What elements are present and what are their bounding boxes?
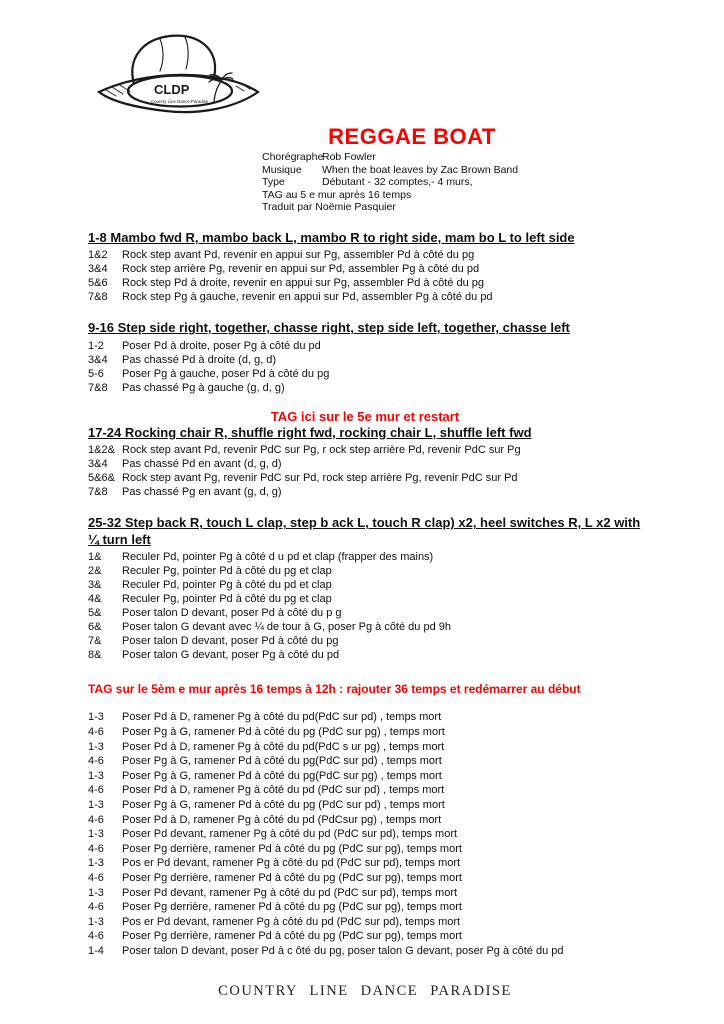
header-block	[262, 124, 562, 214]
tag-restart-note: TAG ici sur le 5e mur et restart	[270, 408, 460, 424]
tag-step-row	[88, 710, 642, 725]
step-count: 1-3	[88, 828, 104, 841]
step-text: Rock step Pd à droite, revenir en appui sur Pg, assembler Pd à côté du pg	[122, 277, 484, 290]
step-text: Reculer Pg, pointer Pd à côté du pg et clap	[122, 565, 332, 578]
meta-label: Musique	[262, 163, 302, 176]
step-text: Reculer Pd, pointer Pg à côté d u pd et clap (frapper des mains)	[122, 551, 434, 564]
steps-list	[88, 550, 642, 662]
step-count: 4-6	[88, 726, 104, 739]
tag-steps-list	[88, 710, 642, 958]
step-row	[88, 578, 642, 592]
step-row	[88, 485, 642, 499]
step-count: 1-3	[88, 799, 104, 812]
step-text: Poser Pd à D, ramener Pg à côté du pd(PdC sur pd) , temps mort	[122, 711, 442, 724]
meta-row	[262, 176, 562, 189]
step-text: Poser Pd devant, ramener Pg à côté du pd (PdC sur pd), temps mort	[122, 886, 458, 899]
cldp-logo	[94, 28, 266, 124]
tag-step-row	[88, 827, 642, 842]
tag-step-row	[88, 871, 642, 886]
step-count: 1-3	[88, 857, 104, 870]
logo-subtitle: Country Line Dance Paradise	[151, 99, 209, 104]
step-count: 7&	[88, 635, 102, 648]
step-count: 4&	[88, 593, 102, 606]
step-count: 4-6	[88, 755, 104, 768]
step-row	[88, 550, 642, 564]
step-text: Poser talon D devant, poser Pd à c ôté du pg, poser talon G devant, poser Pg à côté du pd	[122, 944, 564, 957]
step-count: 2&	[88, 565, 102, 578]
step-count: 6&	[88, 621, 102, 634]
step-count: 1-3	[88, 915, 104, 928]
step-text: Poser Pd à D, ramener Pg à côté du pd(PdC s ur pg) , temps mort	[122, 740, 445, 753]
step-count: 5&6&	[88, 472, 115, 485]
step-count: 3&4	[88, 458, 108, 471]
meta-value: Débutant - 32 comptes,- 4 murs,	[322, 176, 473, 189]
step-text: Reculer Pd, pointer Pg à côté du pd et clap	[122, 579, 332, 592]
step-row	[88, 648, 642, 662]
step-text: Poser talon G devant avec ¼ de tour à G, poser Pg à côté du pd 9h	[122, 621, 451, 634]
tag-step-row	[88, 842, 642, 857]
meta-notes	[262, 189, 562, 214]
meta-note: TAG au 5 e mur après 16 temps	[262, 188, 412, 201]
step-text: Rock step avant Pd, revenir en appui sur Pg, assembler Pd à côté du pg	[122, 249, 475, 262]
step-row	[88, 276, 642, 290]
tag-step-row	[88, 798, 642, 813]
meta-rows	[262, 151, 562, 189]
step-row	[88, 353, 642, 367]
step-text: Rock step arrière Pg, revenir en appui sur Pd, assembler Pg à côté du pd	[122, 263, 480, 276]
meta-row	[262, 164, 562, 177]
step-count: 4-6	[88, 813, 104, 826]
step-text: Pas chassé Pg en avant (g, d, g)	[122, 486, 282, 499]
tag-step-row	[88, 915, 642, 930]
step-row	[88, 381, 642, 395]
meta-block	[262, 151, 562, 214]
step-text: Poser Pg à G, ramener Pd à côté du pg (PdC sur pd) , temps mort	[122, 799, 445, 812]
step-row	[88, 592, 642, 606]
step-count: 1&2&	[88, 444, 115, 457]
step-row	[88, 634, 642, 648]
tag-step-row	[88, 783, 642, 798]
step-text: Pos er Pd devant, ramener Pg à côté du pd (PdC sur pd), temps mort	[122, 915, 461, 928]
step-text: Poser Pg derrière, ramener Pd à côté du pg (PdC sur pg), temps mort	[122, 901, 462, 914]
page-title: REGGAE BOAT	[328, 124, 496, 149]
tag-step-row	[88, 769, 642, 784]
step-text: Poser Pg derrière, ramener Pd à côté du pg (PdC sur pg), temps mort	[122, 842, 462, 855]
step-count: 1-3	[88, 711, 104, 724]
step-count: 1-2	[88, 339, 104, 352]
step-count: 4-6	[88, 930, 104, 943]
tag-step-row	[88, 856, 642, 871]
steps-list	[88, 443, 642, 499]
step-row	[88, 606, 642, 620]
step-count: 1-3	[88, 740, 104, 753]
step-count: 7&8	[88, 381, 108, 394]
tag-step-row	[88, 754, 642, 769]
step-text: Reculer Pg, pointer Pd à côté du pg et clap	[122, 593, 332, 606]
step-row	[88, 443, 642, 457]
step-row	[88, 620, 642, 634]
cowboy-hat-icon	[94, 28, 266, 124]
steps-list	[88, 248, 642, 304]
step-count: 4-6	[88, 784, 104, 797]
step-text: Poser Pd à D, ramener Pg à côté du pd (PdC sur pd) , temps mort	[122, 784, 445, 797]
step-text: Poser Pd à D, ramener Pg à côté du pd (PdCsur pg) , temps mort	[122, 813, 442, 826]
step-text: Pos er Pd devant, ramener Pg à côté du pd (PdC sur pd), temps mort	[122, 857, 461, 870]
step-text: Poser Pg à G, ramener Pd à côté du pg(PdC sur pd) , temps mort	[122, 755, 442, 768]
step-text: Rock step avant Pd, revenir PdC sur Pg, r ock step arrière Pd, revenir PdC sur Pg	[122, 444, 521, 457]
section-heading: 17-24 Rocking chair R, shuffle right fwd, rocking chair L, shuffle left fwd	[88, 424, 532, 440]
step-text: Poser talon G devant, poser Pg à côté du pd	[122, 649, 340, 662]
tag-step-row	[88, 886, 642, 901]
step-text: Poser talon D devant, poser Pd à côté du pg	[122, 635, 339, 648]
section-25-32	[88, 515, 642, 662]
step-count: 4-6	[88, 842, 104, 855]
tag-heading: TAG sur le 5èm e mur après 16 temps à 12h : rajouter 36 temps et redémarrer au début	[88, 682, 581, 697]
tag-step-row	[88, 725, 642, 740]
step-count: 1&	[88, 551, 102, 564]
step-text: Poser Pd devant, ramener Pg à côté du pd (PdC sur pd), temps mort	[122, 828, 458, 841]
logo-text: CLDP	[154, 82, 190, 97]
footer-text: COUNTRY LINE DANCE PARADISE	[218, 982, 512, 999]
section-1-8	[88, 230, 642, 305]
meta-value: Rob Fowler	[322, 151, 376, 163]
step-count: 1-3	[88, 886, 104, 899]
step-text: Pas chassé Pd en avant (d, g, d)	[122, 458, 282, 471]
meta-row	[262, 151, 562, 164]
step-count: 3&	[88, 579, 102, 592]
step-text: Poser Pd à droite, poser Pg à côté du pd	[122, 339, 321, 352]
step-row	[88, 248, 642, 262]
step-row	[88, 339, 642, 353]
section-heading: 1-8 Mambo fwd R, mambo back L, mambo R to right side, mam bo L to left side	[88, 229, 575, 245]
step-text: Rock step avant Pg, revenir PdC sur Pd, rock step arrière Pg, revenir PdC sur Pd	[122, 472, 518, 485]
section-heading: 25-32 Step back R, touch L clap, step b ack L, touch R clap) x2, heel switches R, L x2 with ¼ turn left	[88, 515, 641, 547]
meta-value: When the boat leaves by Zac Brown Band	[322, 163, 519, 176]
meta-note: Traduit par Noëmie Pasquier	[262, 201, 396, 214]
step-text: Poser Pg derrière, ramener Pd à côté du pg (PdC sur pg), temps mort	[122, 930, 462, 943]
step-text: Poser talon D devant, poser Pd à côté du p g	[122, 607, 342, 620]
step-count: 3&4	[88, 263, 108, 276]
meta-label: Type	[262, 176, 285, 189]
step-count: 5&	[88, 607, 102, 620]
step-text: Poser Pg à G, ramener Pd à côté du pg(PdC sur pg) , temps mort	[122, 769, 442, 782]
step-count: 1-3	[88, 769, 104, 782]
section-heading: 9-16 Step side right, together, chasse right, step side left, together, chasse left	[88, 320, 570, 336]
step-count: 1-4	[88, 944, 104, 957]
section-9-16	[88, 320, 642, 395]
step-text: Poser Pg à gauche, poser Pd à côté du pg	[122, 367, 330, 380]
step-row	[88, 564, 642, 578]
step-row	[88, 471, 642, 485]
steps-list	[88, 339, 642, 395]
step-count: 5-6	[88, 367, 104, 380]
meta-label: Chorégraphe	[262, 151, 324, 163]
step-count: 7&8	[88, 291, 108, 304]
step-count: 4-6	[88, 901, 104, 914]
step-count: 7&8	[88, 486, 108, 499]
step-text: Pas chassé Pg à gauche (g, d, g)	[122, 381, 285, 394]
tag-step-row	[88, 813, 642, 828]
step-row	[88, 457, 642, 471]
step-text: Poser Pg derrière, ramener Pd à côté du pg (PdC sur pg), temps mort	[122, 872, 462, 884]
step-row	[88, 262, 642, 276]
step-text: Rock step Pg à gauche, revenir en appui sur Pd, assembler Pg à côté du pd	[122, 291, 493, 304]
step-count: 5&6	[88, 277, 108, 290]
section-17-24	[88, 425, 642, 500]
step-count: 1&2	[88, 249, 108, 262]
step-count: 8&	[88, 649, 102, 662]
step-row	[88, 290, 642, 304]
tag-step-row	[88, 929, 642, 944]
step-count: 3&4	[88, 353, 108, 366]
step-text: Poser Pg à G, ramener Pd à côté du pg (PdC sur pg) , temps mort	[122, 726, 445, 739]
tag-step-row	[88, 900, 642, 915]
tag-step-row	[88, 944, 642, 959]
tag-step-row	[88, 740, 642, 755]
step-row	[88, 367, 642, 381]
step-count: 4-6	[88, 872, 104, 884]
step-text: Pas chassé Pd à droite (d, g, d)	[122, 353, 277, 366]
